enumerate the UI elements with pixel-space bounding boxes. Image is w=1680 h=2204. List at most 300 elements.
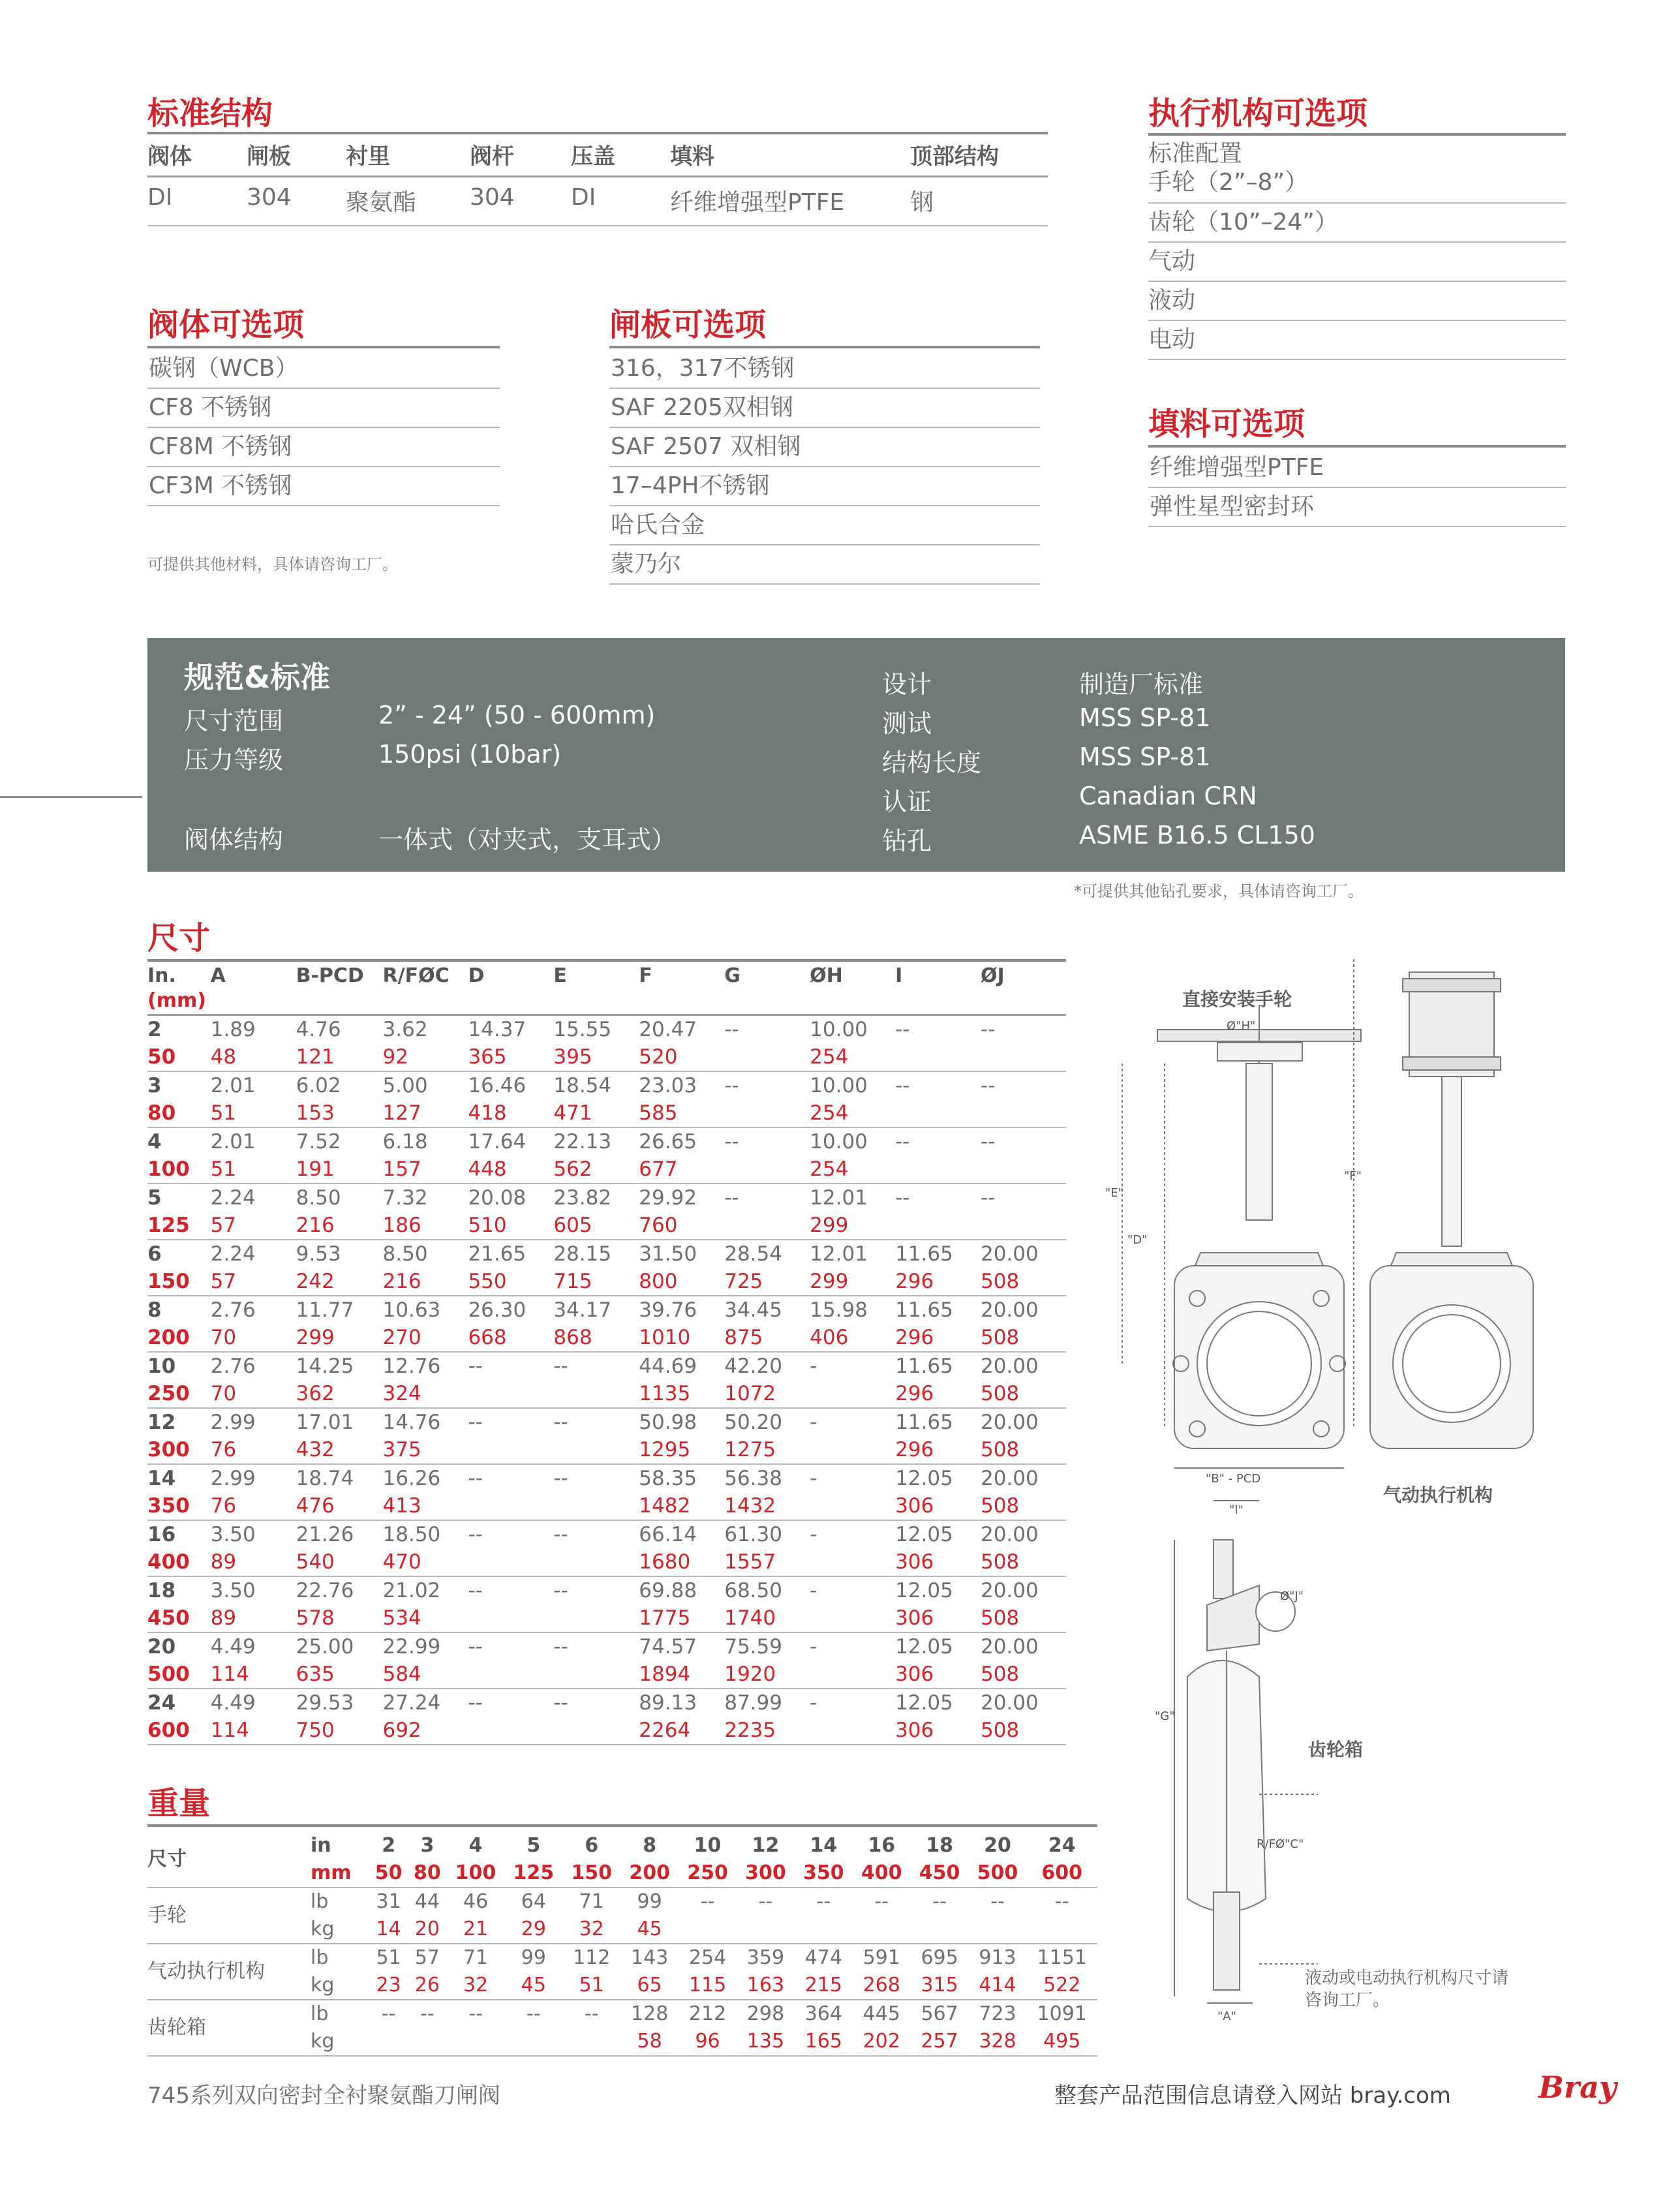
dim-cell: 600 [147, 1719, 190, 1742]
dim-row-inch [147, 1576, 1066, 1604]
dim-header: G [724, 964, 741, 987]
weights-header-in [147, 1832, 1097, 1860]
dim-cell: 12.76 [382, 1355, 441, 1378]
dim-cell: 800 [639, 1270, 678, 1293]
weight-lb-cell: -- [758, 1890, 773, 1913]
weight-kg-cell [447, 2028, 505, 2056]
dim-row-inch [147, 1352, 1066, 1380]
weight-kg-cell [369, 2028, 408, 2056]
dim-row-mm [147, 1548, 1066, 1576]
weight-size-mm: 50 [374, 1861, 403, 1884]
dim-cell: 4.49 [210, 1691, 256, 1715]
spec-pressure-value: 150psi (10bar) [378, 740, 562, 769]
weight-size-in: 14 [810, 1834, 838, 1857]
dim-cell: 66.14 [639, 1523, 697, 1546]
dim-cell: 520 [639, 1045, 678, 1069]
dim-cell: 29.53 [296, 1691, 354, 1715]
weight-lb-cell: 695 [921, 1946, 958, 1969]
dim-cell: 44.69 [639, 1355, 697, 1378]
dim-cell: -- [553, 1411, 568, 1434]
weight-kg-cell [795, 1916, 853, 1944]
dim-cell: 70 [210, 1382, 237, 1405]
dim-cell: 76 [210, 1494, 237, 1518]
footer-website[interactable]: 整套产品范围信息请登入网站 bray.com [1054, 2083, 1451, 2109]
dim-cell: - [810, 1579, 817, 1602]
dim-cell [468, 1548, 553, 1576]
dim-cell: -- [980, 1018, 996, 1041]
dim-cell: 34.17 [553, 1298, 612, 1322]
dim-cell: 6.02 [296, 1074, 341, 1097]
dim-cell: 76 [210, 1438, 237, 1462]
weight-size-in: 5 [527, 1834, 541, 1857]
dim-cell: 157 [382, 1157, 421, 1181]
weight-kg-cell: 96 [695, 2030, 720, 2053]
weight-lb-cell: 254 [688, 1946, 727, 1969]
dim-cell: 87.99 [724, 1691, 782, 1715]
dim-cell: 2.99 [210, 1467, 256, 1490]
dim-cell: -- [468, 1467, 483, 1490]
dim-row-inch [147, 1632, 1066, 1661]
body-option-cf8m: CF8M 不锈钢 [147, 428, 500, 467]
dim-cell: 395 [553, 1045, 592, 1069]
dim-cell: 1010 [639, 1326, 691, 1349]
dim-cell [724, 1156, 810, 1184]
dim-cell: -- [468, 1579, 483, 1602]
spec-drill-value: ASME B16.5 CL150 [1079, 821, 1315, 849]
dim-cell: 23.03 [639, 1074, 697, 1097]
dim-cell: - [810, 1523, 817, 1546]
dim-cell: -- [895, 1018, 910, 1041]
weight-size-mm: 100 [455, 1861, 496, 1884]
dim-cell: 400 [147, 1550, 190, 1574]
dim-cell: 2 [147, 1018, 162, 1041]
dim-row-inch [147, 1127, 1066, 1156]
dim-cell: 3.62 [382, 1018, 428, 1041]
dim-cell: -- [553, 1523, 568, 1546]
dim-cell: -- [468, 1691, 483, 1715]
dim-cell: 18.74 [296, 1467, 354, 1490]
dim-cell [553, 1548, 639, 1576]
side-marker-line [0, 796, 142, 798]
dim-cell: 299 [810, 1214, 849, 1237]
dim-cell: - [810, 1691, 817, 1715]
gate-option-316: 316，317不锈钢 [609, 350, 1040, 389]
dim-cell: 868 [553, 1326, 592, 1349]
gate-option-17-4ph: 17–4PH不锈钢 [609, 467, 1040, 506]
weight-kg-cell: 14 [376, 1918, 401, 1940]
packing-options-rule [1148, 445, 1566, 448]
weight-kg-cell: 58 [637, 2030, 662, 2053]
weight-kg-cell: 215 [804, 1974, 842, 1997]
weight-unit-lb: lb [311, 2002, 329, 2025]
dim-cell: -- [980, 1074, 996, 1097]
dim-cell: 28.54 [724, 1242, 782, 1266]
dim-cell: 20 [147, 1635, 176, 1659]
weight-kg-cell [562, 2028, 620, 2056]
dim-cell: 89.13 [639, 1691, 697, 1715]
actuator-options-rule [1148, 133, 1566, 136]
dim-cell: 50.98 [639, 1411, 697, 1434]
dim-cell: -- [895, 1130, 910, 1154]
weight-kg-cell: 20 [414, 1918, 440, 1940]
dim-cell: - [810, 1411, 817, 1434]
weight-kg-cell: 315 [921, 1974, 958, 1997]
actuator-option-gear: 齿轮（10”–24”） [1148, 204, 1566, 243]
dim-cell: 12.01 [810, 1242, 868, 1266]
dim-cell: 725 [724, 1270, 763, 1293]
dim-cell: 7.32 [382, 1186, 428, 1210]
dim-cell [468, 1380, 553, 1408]
dim-label-b: "B" - PCD [1206, 1472, 1261, 1486]
weight-size-in: 20 [984, 1834, 1011, 1857]
dim-cell: 2.24 [210, 1242, 256, 1266]
diagram-note: 液动或电动执行机构尺寸请咨询工厂。 [1305, 1968, 1509, 2010]
dimensions-title-rule [147, 959, 1066, 962]
weight-lb-cell: -- [700, 1890, 715, 1913]
weight-lb-cell: -- [874, 1890, 889, 1913]
dim-cell: 8 [147, 1298, 162, 1322]
weight-lb-cell: 51 [376, 1946, 401, 1969]
dim-cell: 470 [382, 1550, 421, 1574]
dim-header: ØJ [980, 964, 1005, 987]
dim-cell: 1432 [724, 1494, 776, 1518]
actuator-options-title: 执行机构可选项 [1148, 95, 1368, 132]
dim-cell: 578 [296, 1606, 335, 1630]
weight-kg-cell [853, 1916, 911, 1944]
dim-cell: -- [553, 1467, 568, 1490]
dim-cell: 550 [468, 1270, 507, 1293]
dim-cell: 471 [553, 1101, 592, 1125]
dim-cell: 3.50 [210, 1523, 256, 1546]
dim-cell [553, 1380, 639, 1408]
weight-kg-cell: 268 [863, 1974, 900, 1997]
footer-title: 745系列双向密封全衬聚氨酯刀闸阀 [147, 2083, 500, 2109]
dim-cell: 562 [553, 1157, 592, 1181]
weight-kg-cell: 32 [463, 1974, 489, 1997]
dim-cell: 508 [980, 1719, 1020, 1742]
dim-cell: 1072 [724, 1382, 776, 1405]
dim-cell: 1775 [639, 1606, 691, 1630]
dim-cell: 27.24 [382, 1691, 441, 1715]
weight-lb-cell: -- [527, 2002, 541, 2025]
weight-size-in: 12 [752, 1834, 780, 1857]
dim-cell: 635 [296, 1662, 335, 1686]
weight-lb-cell: 591 [863, 1946, 900, 1969]
dim-cell [810, 1436, 895, 1464]
body-option-cf8: CF8 不锈钢 [147, 389, 500, 428]
dim-cell: 14.37 [468, 1018, 527, 1041]
std-value-top: 钢 [910, 189, 934, 216]
weight-lb-cell: 128 [631, 2002, 669, 2025]
dim-cell: 254 [810, 1157, 849, 1181]
dim-label-f: "F" [1344, 1169, 1362, 1183]
dim-cell: 12.01 [810, 1186, 868, 1210]
dim-cell: 750 [296, 1719, 335, 1742]
weight-lb-cell: 31 [376, 1890, 401, 1913]
actuator-option-standard: 标准配置 [1148, 140, 1243, 167]
dim-cell: 508 [980, 1270, 1020, 1293]
dim-cell [895, 1212, 981, 1240]
dim-cell: 69.88 [639, 1579, 697, 1602]
dim-cell: 1275 [724, 1438, 776, 1462]
weight-unit-kg: kg [311, 1974, 335, 1997]
weight-row-name: 气动执行机构 [147, 1960, 265, 1983]
dim-cell: 605 [553, 1214, 592, 1237]
dim-cell: -- [468, 1635, 483, 1659]
packing-options-title: 填料可选项 [1148, 406, 1306, 442]
dim-cell: 254 [810, 1101, 849, 1125]
dim-cell: 299 [296, 1326, 335, 1349]
dim-cell: 61.30 [724, 1523, 782, 1546]
dim-cell: 1894 [639, 1662, 691, 1686]
dim-cell: 10.00 [810, 1074, 868, 1097]
weight-kg-cell: 21 [463, 1918, 489, 1940]
weight-lb-cell: 1091 [1037, 2002, 1087, 2025]
spec-length-value: MSS SP-81 [1079, 742, 1211, 771]
dim-cell: 7.52 [296, 1130, 341, 1154]
weight-lb-cell: 723 [979, 2002, 1016, 2025]
weight-size-mm: 300 [745, 1861, 786, 1884]
weight-kg-cell: 257 [921, 2030, 958, 2053]
dim-cell: - [810, 1635, 817, 1659]
dim-cell: 42.20 [724, 1355, 782, 1378]
dim-cell: 153 [296, 1101, 335, 1125]
dim-cell: 306 [895, 1494, 934, 1518]
body-options-list [147, 350, 500, 506]
weight-size-in: 16 [868, 1834, 896, 1857]
dim-cell [553, 1436, 639, 1464]
dim-cell: 25.00 [296, 1635, 354, 1659]
dim-cell: 114 [210, 1719, 249, 1742]
spec-cert-value: Canadian CRN [1079, 782, 1257, 810]
dim-label-h: Ø"H" [1227, 1019, 1256, 1033]
weight-kg-cell: 414 [979, 1974, 1016, 1997]
dim-cell [981, 1156, 1066, 1184]
dim-cell: 540 [296, 1550, 335, 1574]
spec-title: 规范&标准 [184, 660, 331, 695]
dim-cell: 296 [895, 1382, 934, 1405]
weight-lb-cell: 1151 [1037, 1946, 1087, 1969]
dim-row-mm [147, 1436, 1066, 1464]
dim-cell: 2.99 [210, 1411, 256, 1434]
dim-label-c: R/FØ"C" [1257, 1837, 1304, 1851]
dim-cell: 68.50 [724, 1579, 782, 1602]
weight-size-mm: 350 [803, 1861, 844, 1884]
dim-unit-mm: (mm) [147, 989, 206, 1012]
weight-lb-cell: 99 [521, 1946, 546, 1969]
dim-cell: 11.77 [296, 1298, 354, 1322]
dim-cell: 306 [895, 1719, 934, 1742]
valve-diagrams [1096, 959, 1592, 2029]
dim-cell: 127 [382, 1101, 421, 1125]
weight-lb-cell: 71 [463, 1946, 489, 1969]
dim-cell: 534 [382, 1606, 421, 1630]
dim-cell: 668 [468, 1326, 507, 1349]
weight-lb-cell: -- [468, 2002, 483, 2025]
std-header-stem: 阀杆 [470, 144, 514, 170]
dim-cell: 413 [382, 1494, 421, 1518]
dim-cell [553, 1604, 639, 1632]
dim-row-mm [147, 1380, 1066, 1408]
dim-cell: 2.01 [210, 1074, 256, 1097]
dim-cell [724, 1212, 810, 1240]
dim-cell: 296 [895, 1270, 934, 1293]
dim-cell: -- [980, 1130, 996, 1154]
dim-cell: 26.65 [639, 1130, 697, 1154]
weight-size-mm: 500 [977, 1861, 1018, 1884]
dim-cell: 20.47 [639, 1018, 697, 1041]
spec-cert-label: 认证 [882, 788, 932, 816]
dim-cell: 125 [147, 1214, 190, 1237]
dim-cell: 1295 [639, 1438, 691, 1462]
packing-options-list [1148, 449, 1566, 527]
dim-cell: 22.99 [382, 1635, 441, 1659]
dim-cell: 1740 [724, 1606, 776, 1630]
weight-row-lb [147, 1944, 1097, 1972]
dim-header: I [895, 964, 903, 987]
weight-size-mm: 200 [629, 1861, 670, 1884]
weight-kg-cell: 328 [979, 2030, 1016, 2053]
body-option-wcb: 碳钢（WCB） [147, 350, 500, 389]
dim-cell: 89 [210, 1606, 237, 1630]
dim-cell [810, 1717, 895, 1745]
dim-cell: 34.45 [724, 1298, 782, 1322]
spec-length-label: 结构长度 [882, 748, 982, 777]
dim-cell: 8.50 [296, 1186, 341, 1210]
dim-row-mm [147, 1604, 1066, 1632]
weight-size-in: 8 [643, 1834, 657, 1857]
dim-cell: 48 [210, 1045, 237, 1069]
dim-cell: -- [980, 1186, 996, 1210]
spec-test-label: 测试 [882, 709, 932, 738]
weights-title: 重量 [147, 1785, 211, 1822]
dim-cell: 23.82 [553, 1186, 612, 1210]
dim-cell: 50.20 [724, 1411, 782, 1434]
weight-row-name: 手轮 [147, 1904, 187, 1927]
dim-cell: 20.00 [980, 1635, 1039, 1659]
weight-kg-cell: 23 [376, 1974, 401, 1997]
std-value-liner: 聚氨酯 [346, 189, 417, 216]
dim-cell: 432 [296, 1438, 335, 1462]
dim-label-i: "I" [1229, 1503, 1244, 1517]
dim-header: E [553, 964, 567, 987]
gearbox-label: 齿轮箱 [1308, 1739, 1364, 1760]
dim-cell: -- [468, 1355, 483, 1378]
weight-lb-cell: 44 [414, 1890, 440, 1913]
standard-title: 标准结构 [147, 95, 273, 132]
packing-option-ptfe: 纤维增强型PTFE [1148, 449, 1566, 488]
weight-kg-cell: 522 [1043, 1974, 1081, 1997]
dim-cell: 508 [980, 1382, 1020, 1405]
dim-cell: 12.05 [895, 1691, 953, 1715]
dim-cell [553, 1717, 639, 1745]
dim-cell: 1557 [724, 1550, 776, 1574]
dim-header: B-PCD [296, 964, 364, 987]
dim-cell: 74.57 [639, 1635, 697, 1659]
dim-cell: 150 [147, 1270, 190, 1293]
dim-cell: 57 [210, 1270, 237, 1293]
weight-size-mm: 400 [861, 1861, 902, 1884]
weight-kg-cell: 495 [1043, 2030, 1081, 2053]
weight-kg-cell [969, 1916, 1027, 1944]
dim-cell: 375 [382, 1438, 421, 1462]
dim-row-mm [147, 1717, 1066, 1745]
weight-unit-lb: lb [311, 1946, 329, 1969]
spec-drill-label: 钻孔 [882, 827, 932, 855]
dim-cell [981, 1043, 1066, 1071]
dimensions-title: 尺寸 [147, 920, 211, 957]
std-header-gland: 压盖 [571, 144, 615, 170]
dim-cell: 2.01 [210, 1130, 256, 1154]
weight-kg-cell: 135 [746, 2030, 785, 2053]
weight-row-lb [147, 1888, 1097, 1916]
dim-cell: 16 [147, 1523, 176, 1546]
dim-row-inch [147, 1240, 1066, 1268]
dim-row-mm [147, 1099, 1066, 1127]
dim-cell: 191 [296, 1157, 335, 1181]
dim-cell: 306 [895, 1606, 934, 1630]
dim-cell: 216 [296, 1214, 335, 1237]
dim-cell: 14 [147, 1467, 176, 1490]
spec-size-value: 2” - 24” (50 - 600mm) [378, 701, 656, 729]
dim-cell: 4 [147, 1130, 162, 1154]
weight-lb-cell: -- [990, 1890, 1005, 1913]
dim-cell: 2.76 [210, 1355, 256, 1378]
body-option-cf3m: CF3M 不锈钢 [147, 467, 500, 506]
dim-cell: 500 [147, 1662, 190, 1686]
dim-cell: 17.64 [468, 1130, 527, 1154]
dim-cell: 100 [147, 1157, 190, 1181]
dim-cell: 20.00 [980, 1523, 1039, 1546]
dim-cell: 186 [382, 1214, 421, 1237]
dim-cell: 8.50 [382, 1242, 428, 1266]
dim-cell: -- [724, 1018, 739, 1041]
weight-size-in: 2 [382, 1834, 396, 1857]
std-header-liner: 衬里 [346, 144, 390, 170]
spec-note: *可提供其他钻孔要求，具体请咨询工厂。 [1074, 882, 1364, 900]
weight-kg-cell [911, 1916, 969, 1944]
dim-cell [981, 1099, 1066, 1127]
dim-header: F [639, 964, 652, 987]
dim-cell: 28.15 [553, 1242, 612, 1266]
dim-cell: 12.05 [895, 1635, 953, 1659]
dim-cell: 760 [639, 1214, 678, 1237]
dim-cell: 10 [147, 1355, 176, 1378]
bray-logo: Bray [1538, 2070, 1617, 2105]
dim-row-inch [147, 1520, 1066, 1548]
weight-lb-cell: 46 [463, 1890, 489, 1913]
std-value-gate: 304 [247, 184, 292, 211]
weight-lb-cell: -- [932, 1890, 947, 1913]
body-options-rule [147, 346, 500, 348]
dim-header: ØH [810, 964, 843, 987]
weight-size-in: 18 [926, 1834, 953, 1857]
weight-lb-cell: 212 [688, 2002, 727, 2025]
dim-cell: 20.00 [980, 1467, 1039, 1490]
weight-lb-cell: 112 [573, 1946, 611, 1969]
dim-cell: 10.00 [810, 1130, 868, 1154]
std-header-packing: 填料 [670, 144, 714, 170]
dim-cell [468, 1436, 553, 1464]
weight-size-label: 尺寸 [147, 1848, 187, 1871]
standard-value-row [147, 177, 1048, 226]
dim-cell: 300 [147, 1438, 190, 1462]
dim-cell: 510 [468, 1214, 507, 1237]
spec-pressure-label: 压力等级 [184, 746, 284, 774]
dim-cell: 508 [980, 1438, 1020, 1462]
weight-lb-cell: 57 [414, 1946, 440, 1969]
weight-size-mm: 80 [414, 1861, 441, 1884]
